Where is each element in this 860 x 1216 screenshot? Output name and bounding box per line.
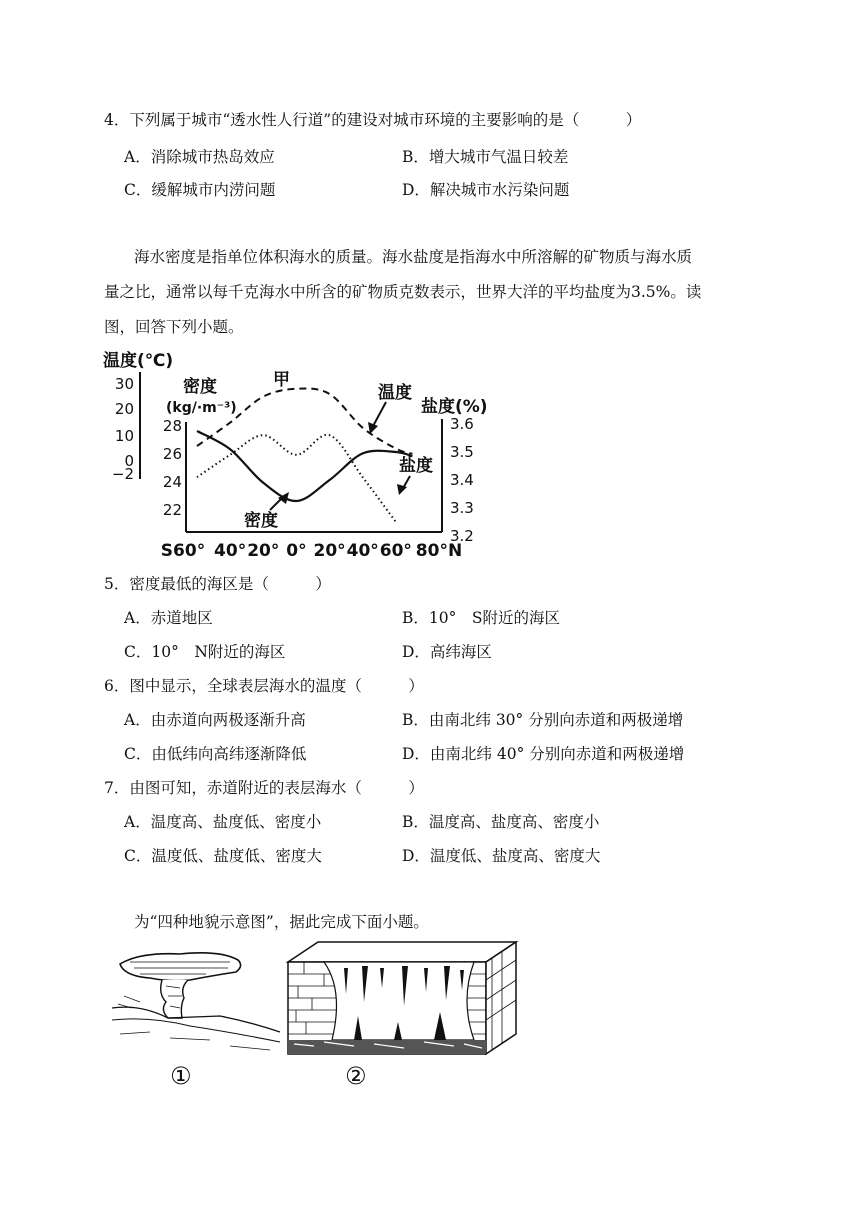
q7-option-c: C．温度低、盐度低、密度大 bbox=[124, 847, 322, 865]
annotation-jia: 甲 bbox=[273, 370, 290, 390]
temp-tick-minus2: −2 bbox=[111, 465, 134, 483]
landform-label-1: ① bbox=[170, 1062, 192, 1090]
temperature-ticks bbox=[112, 375, 134, 483]
temp-tick-30: 30 bbox=[114, 375, 134, 393]
temp-tick-10: 10 bbox=[114, 427, 134, 445]
x-tick-label: 40° bbox=[214, 541, 247, 560]
q5-option-d: D．高纬海区 bbox=[402, 643, 492, 661]
passage1-line3: 图，回答下列小题。 bbox=[104, 318, 244, 336]
q7-option-a: A．温度高、盐度低、密度小 bbox=[124, 813, 322, 831]
salinity-tick-3.4: 3.4 bbox=[450, 471, 474, 489]
q4-stem: 4．下列属于城市“透水性人行道”的建设对城市环境的主要影响的是（ ） bbox=[104, 111, 642, 129]
q6-stem: 6．图中显示，全球表层海水的温度（ ） bbox=[104, 677, 424, 695]
temp-tick-0: 0 bbox=[124, 452, 134, 470]
q5-option-b: B．10° S附近的海区 bbox=[402, 609, 560, 627]
q5-option-c: C．10° N附近的海区 bbox=[124, 643, 286, 661]
density-ticks bbox=[163, 417, 182, 519]
q4-option-c: C．缓解城市内涝问题 bbox=[124, 181, 276, 199]
q7-option-b: B．温度高、盐度高、密度小 bbox=[402, 813, 600, 831]
x-tick-label: 0° bbox=[286, 541, 307, 560]
salinity-tick-3.2: 3.2 bbox=[450, 527, 474, 545]
annotation-temperature: 温度 bbox=[378, 383, 412, 403]
salinity-ticks bbox=[450, 415, 474, 545]
x-tick-label: 20° bbox=[313, 541, 346, 560]
annotation-density: 密度 bbox=[244, 511, 278, 531]
q6-option-d: D．由南北纬 40° 分别向赤道和两极递增 bbox=[402, 745, 685, 763]
q6-option-c: C．由低纬向高纬逐渐降低 bbox=[124, 745, 307, 763]
annotation-salinity: 盐度 bbox=[399, 456, 433, 476]
x-tick-label: 80°N bbox=[415, 541, 463, 560]
salinity-tick-3.5: 3.5 bbox=[450, 443, 474, 461]
q5-option-a: A．赤道地区 bbox=[124, 609, 213, 627]
x-tick-label: S60° bbox=[160, 541, 206, 560]
q4-option-a: A．消除城市热岛效应 bbox=[124, 148, 275, 166]
density-tick-22: 22 bbox=[162, 501, 182, 519]
x-tick-label: 40° bbox=[346, 541, 379, 560]
density-axis-title: 密度 bbox=[183, 377, 217, 397]
temperature-arrow bbox=[372, 402, 386, 428]
mushroom-rock-illustration bbox=[110, 946, 286, 1056]
x-tick-label: 20° bbox=[247, 541, 280, 560]
q4-option-b: B．增大城市气温日较差 bbox=[402, 148, 569, 166]
density-axis-unit: (kg/·m⁻³) bbox=[166, 400, 237, 416]
passage1-line1: 海水密度是指单位体积海水的质量。海水盐度是指海水中所溶解的矿物质与海水质 bbox=[134, 248, 693, 266]
q5-stem: 5．密度最低的海区是（ ） bbox=[104, 575, 331, 593]
salinity-axis-title: 盐度(%) bbox=[421, 397, 488, 417]
q6-option-b: B．由南北纬 30° 分别向赤道和两极递增 bbox=[402, 711, 684, 729]
density-arrowhead bbox=[278, 492, 289, 504]
salinity-tick-3.6: 3.6 bbox=[450, 415, 474, 433]
passage2-text: 为“四种地貌示意图”，据此完成下面小题。 bbox=[134, 913, 429, 931]
landform-label-2: ② bbox=[345, 1062, 367, 1090]
salinity-tick-3.3: 3.3 bbox=[450, 499, 474, 517]
passage1-line2: 量之比，通常以每千克海水中所含的矿物质克数表示，世界大洋的平均盐度为3.5%。读 bbox=[104, 283, 702, 301]
temperature-axis-title: 温度(℃) bbox=[103, 351, 174, 371]
q7-option-d: D．温度低、盐度高、密度大 bbox=[402, 847, 601, 865]
density-tick-28: 28 bbox=[162, 417, 182, 435]
temp-tick-20: 20 bbox=[114, 400, 134, 418]
x-axis-ticks bbox=[161, 541, 462, 560]
density-tick-24: 24 bbox=[162, 473, 182, 491]
q4-option-d: D．解决城市水污染问题 bbox=[402, 181, 570, 199]
q6-option-a: A．由赤道向两极逐渐升高 bbox=[124, 711, 306, 729]
ocean-properties-chart bbox=[100, 344, 490, 560]
x-tick-label: 60° bbox=[379, 541, 412, 560]
density-series-line bbox=[197, 431, 412, 501]
density-tick-26: 26 bbox=[162, 445, 182, 463]
q7-stem: 7．由图可知，赤道附近的表层海水（ ） bbox=[104, 779, 424, 797]
karst-cave-illustration bbox=[284, 940, 520, 1060]
